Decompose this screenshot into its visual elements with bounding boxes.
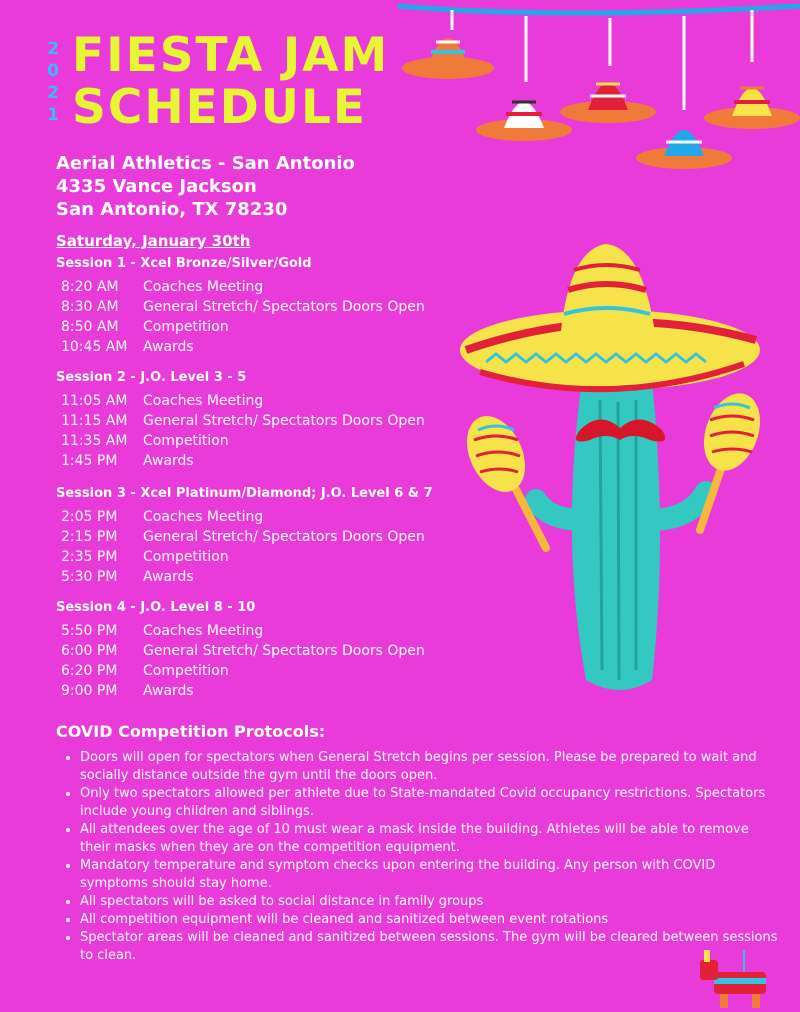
list-item: • Doors will open for spectators when General Stretch begins per session. Please be prepared to wait and socially distance outside the gym until the doors open. — [80, 749, 780, 785]
event-time: 1:45 PM — [61, 453, 118, 469]
venue-block — [56, 152, 355, 221]
event-label: Awards — [143, 683, 194, 699]
page-title-line1: FIESTA JAM — [72, 28, 390, 83]
event-label: General Stretch/ Spectators Doors Open — [143, 413, 425, 429]
page-title-line2: SCHEDULE — [72, 80, 368, 135]
venue-name: Aerial Athletics - San Antonio — [56, 153, 355, 174]
venue-street: 4335 Vance Jackson — [56, 176, 257, 197]
event-time: 2:05 PM — [61, 509, 118, 525]
session-title: Session 3 - Xcel Platinum/Diamond; J.O. Level 6 & 7 — [56, 486, 433, 501]
event-label: Coaches Meeting — [143, 393, 264, 409]
event-label: Awards — [143, 453, 194, 469]
event-time: 11:05 AM — [61, 393, 128, 409]
event-label: Coaches Meeting — [143, 279, 264, 295]
event-label: Competition — [143, 549, 229, 565]
maraca-icon — [694, 386, 770, 530]
event-label: Coaches Meeting — [143, 509, 264, 525]
event-label: Competition — [143, 663, 229, 679]
event-time: 8:30 AM — [61, 299, 119, 315]
event-label: Competition — [143, 433, 229, 449]
venue-city: San Antonio, TX 78230 — [56, 199, 288, 220]
list-item: • Mandatory temperature and symptom checks upon entering the building. Any person with COVID symptoms should stay home. — [80, 857, 780, 893]
event-time: 9:00 PM — [61, 683, 118, 699]
event-label: General Stretch/ Spectators Doors Open — [143, 643, 425, 659]
event-time: 6:00 PM — [61, 643, 118, 659]
list-item: • Only two spectators allowed per athlete due to State-mandated Covid occupancy restrictions. Spectators include young children and siblings. — [80, 785, 780, 821]
session-title: Session 1 - Xcel Bronze/Silver/Gold — [56, 256, 312, 271]
event-time: 5:30 PM — [61, 569, 118, 585]
event-time: 11:35 AM — [61, 433, 128, 449]
event-time: 6:20 PM — [61, 663, 118, 679]
session-title: Session 2 - J.O. Level 3 - 5 — [56, 370, 247, 385]
year-digit: 1 — [47, 105, 59, 125]
event-time: 10:45 AM — [61, 339, 128, 355]
event-label: Awards — [143, 569, 194, 585]
event-label: General Stretch/ Spectators Doors Open — [143, 299, 425, 315]
schedule-date: Saturday, January 30th — [56, 232, 251, 250]
sombrero-icon — [460, 244, 760, 390]
event-label: General Stretch/ Spectators Doors Open — [143, 529, 425, 545]
event-time: 8:20 AM — [61, 279, 119, 295]
event-time: 11:15 AM — [61, 413, 128, 429]
cactus-icon — [536, 380, 706, 690]
event-label: Awards — [143, 339, 194, 355]
covid-protocols-title: COVID Competition Protocols: — [56, 722, 326, 741]
event-label: Coaches Meeting — [143, 623, 264, 639]
year-vertical — [44, 38, 62, 126]
event-time: 8:50 AM — [61, 319, 119, 335]
event-time: 2:15 PM — [61, 529, 118, 545]
event-time: 5:50 PM — [61, 623, 118, 639]
list-item: • All attendees over the age of 10 must wear a mask inside the building. Athletes will be able to remove their masks when they are on the competition equipment. — [80, 821, 780, 857]
covid-protocols-list — [66, 749, 780, 965]
event-label: Competition — [143, 319, 229, 335]
year-digit: 2 — [47, 83, 59, 103]
list-item: • All spectators will be asked to social distance in family groups — [80, 893, 780, 911]
list-item: • All competition equipment will be cleaned and sanitized between event rotations — [80, 911, 780, 929]
session-title: Session 4 - J.O. Level 8 - 10 — [56, 600, 256, 615]
event-time: 2:35 PM — [61, 549, 118, 565]
list-item: • Spectator areas will be cleaned and sanitized between sessions. The gym will be cleared between sessions to clean. — [80, 929, 780, 965]
year-digit: 0 — [47, 61, 59, 81]
maraca-icon — [456, 407, 546, 548]
year-digit: 2 — [47, 39, 59, 59]
